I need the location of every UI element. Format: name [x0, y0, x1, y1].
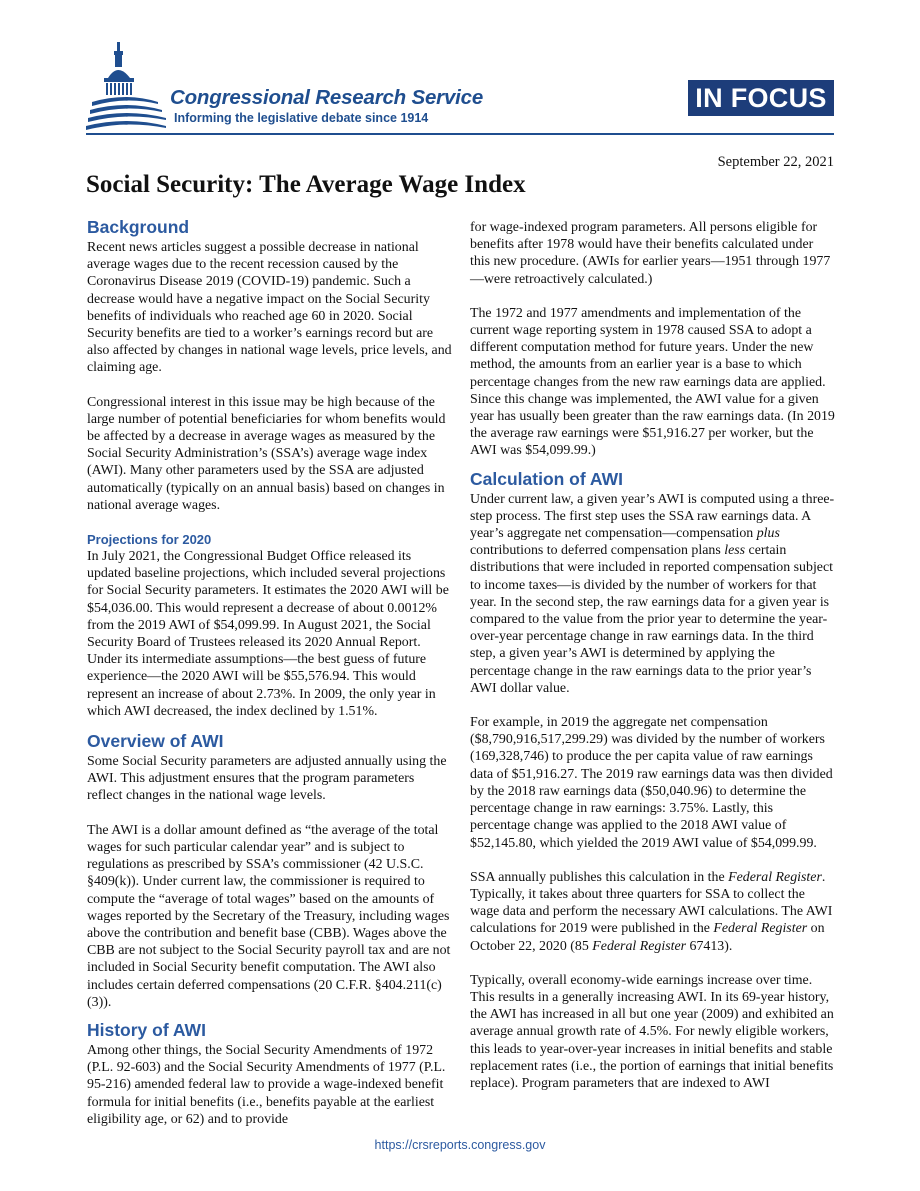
left-column: [87, 216, 452, 1128]
publication-date: September 22, 2021: [717, 154, 834, 170]
projections-heading: Projections for 2020: [87, 532, 212, 548]
calculation-heading: Calculation of AWI: [470, 468, 623, 489]
overview-paragraph-1: Some Social Security parameters are adjusted annually using the AWI. This adjustment ensures that the program parameters reflect changes in the national wage levels.: [87, 754, 447, 804]
history-heading: History of AWI: [87, 1019, 206, 1040]
calculation-paragraph-1: Under current law, a given year’s AWI is computed using a three-step process. The first step uses the SSA raw earnings data. A year’s aggregate net compensation—compensation plus contributions to deferred compensation plans less certain distributions that were included in reported compensation subject to income taxes—is divided by the number of workers for that year. In the second step, the raw earnings data for a given year is compared to the value from the prior year to determine the year-over-year percentage change in raw earnings data. In the third step, a given year’s AWI is determined by applying the percentage change in the raw earnings data to the prior year’s AWI dollar value.: [470, 491, 835, 696]
history-paragraph-1: Among other things, the Social Security Amendments of 1972 (P.L. 92-603) and the Social Security Amendments of 1977 (P.L. 95-216) amended federal law to provide a wage-indexed benefit formula for initial benefits (i.e., benefits payable at the earliest eligibility age, or 62) and to provide: [87, 1042, 446, 1127]
calculation-paragraph-3: SSA annually publishes this calculation in the Federal Register. Typically, it takes about three quarters for SSA to collect the wage data and perform the necessary AWI calculations. The AWI calculations for 2019 were published in the Federal Register on October 22, 2020 (85 Federal Register 67413).: [470, 869, 833, 954]
background-paragraph-1: Recent news articles suggest a possible decrease in national average wages due to the recent recession caused by the Coronavirus Disease 2019 (COVID-19) pandemic. Such a decrease would have a negative impact on the Social Security benefits of individuals who reached age 60 in 2020. Social Security benefits are tied to a worker’s earnings record but are also affected by changes in national wage levels, price levels, and claiming age.: [87, 240, 452, 376]
right-column: [470, 219, 835, 1092]
calculation-paragraph-2: For example, in 2019 the aggregate net compensation ($8,790,916,517,299.29) was divided by the number of workers (169,328,746) to produce the per capita value of raw earnings data of $51,916.27. The 2019 raw earnings data was then divided by the 2018 raw earnings data ($50,040.96) to determine the percentage change in raw earnings: 3.75%. Lastly, this percentage change was applied to the 2018 AWI value of $52,145.80, which yielded the 2019 AWI value of $54,099.99.: [470, 715, 833, 851]
page-title: Social Security: The Average Wage Index: [86, 171, 526, 198]
calculation-paragraph-4: Typically, overall economy-wide earnings increase over time. This results in a generally increasing AWI. In its 69-year history, the AWI has increased in all but one year (2009) and exhibited an average annual growth rate of 4.5%. For newly eligible workers, this leads to year-over-year increases in initial benefits and stable replacement rates (i.e., the portion of earnings that initial benefits replace). Program parameters that are indexed to AWI: [470, 972, 834, 1091]
overview-paragraph-2: The AWI is a dollar amount defined as “the average of the total wages for such particular calendar year” and is subject to regulations as prescribed by SSA’s commissioner (42 U.S.C. §409(k)). Under current law, the commissioner is required to compute the “average of total wages” based on the amounts of wages reported by the Secretary of the Treasury, including wages above the contribution and benefit base (CBB). Wages above the CBB are not subject to the Social Security payroll tax and are not included in Social Security benefit computation. The AWI also includes certain deferred compensations (20 C.F.R. §404.211(c)(3)).: [87, 822, 451, 1010]
overview-heading: Overview of AWI: [87, 731, 224, 752]
history-paragraph-1-continued: for wage-indexed program parameters. All persons eligible for benefits after 1978 would have their benefits calculated under this new procedure. (AWIs for earlier years—1951 through 1977—were retroactively calculated.): [470, 220, 831, 287]
in-focus-badge: IN FOCUS: [688, 80, 834, 116]
background-paragraph-2: Congressional interest in this issue may be high because of the large number of potential beneficiaries for whom benefits would be affected by a decrease in average wages as measured by the Social Security Administration’s (SSA’s) average wage index (AWI). Many other parameters used by the SSA are adjusted automatically (typically on an annual basis) based on changes in national average wages.: [87, 394, 446, 513]
org-tagline: Informing the legislative debate since 1914: [174, 111, 429, 125]
footer-url-link[interactable]: https://crsreports.congress.gov: [374, 1138, 546, 1152]
projections-paragraph: In July 2021, the Congressional Budget Office released its updated baseline projections, which included several projections for Social Security parameters. It estimates the 2020 AWI will be $54,036.00. This would represent a decrease of about 0.0012% from the 2019 AWI of $54,099.99. In August 2021, the Social Security Board of Trustees released its 2020 Annual Report. Under its intermediate assumptions—the best guess of future experience—the 2020 AWI will be $55,576.94. This would represent an increase of about 2.73%. In 2009, the only year in which AWI decreased, the index declined by 1.51%.: [87, 549, 449, 719]
org-name: Congressional Research Service: [170, 86, 484, 109]
header-divider: [86, 133, 834, 135]
capitol-dome-logo: [86, 40, 166, 132]
history-paragraph-2: The 1972 and 1977 amendments and implementation of the current wage reporting system in 1978 caused SSA to adopt a different computation method for future years. Under the new method, the amounts from an earlier year is a base to which percentage changes from the new raw earnings data are applied. Since this change was implemented, the AWI value for a given year has usually been greater than the raw earnings data. (In 2019 the average raw earnings were $51,916.27 per worker, but the AWI was $54,099.99.): [470, 305, 835, 459]
background-heading: Background: [87, 217, 190, 237]
